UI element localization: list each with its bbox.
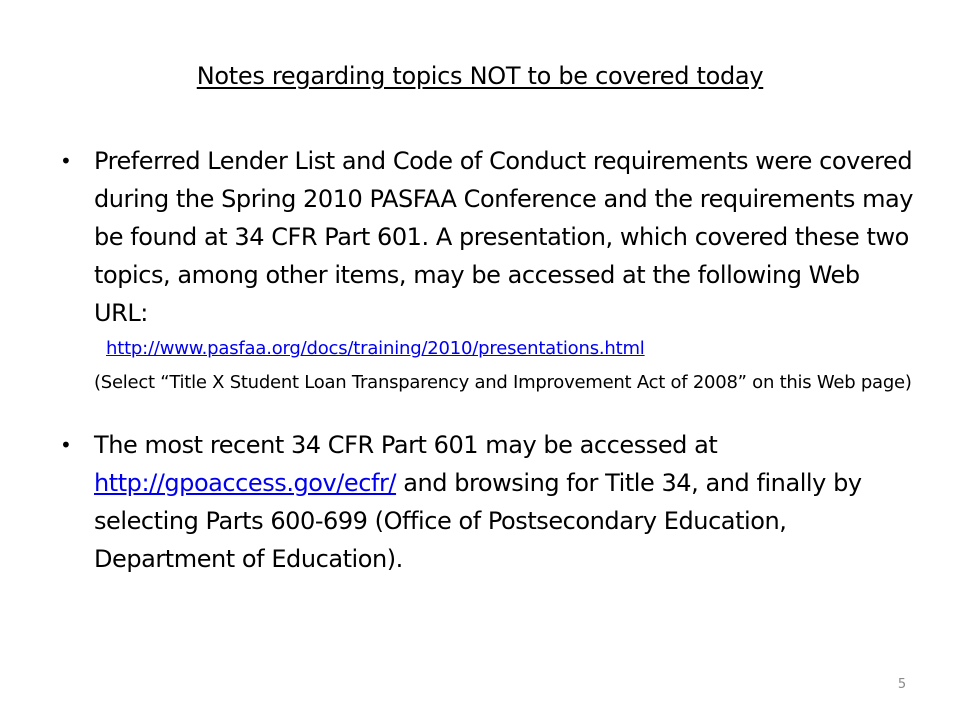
ecfr-link[interactable]: http://gpoaccess.gov/ecfr/	[94, 469, 397, 497]
bullet-marker: •	[60, 149, 72, 173]
page-number: 5	[897, 677, 907, 692]
bullet-list	[60, 142, 920, 578]
bullet-2-text-before: The most recent 34 CFR Part 601 may be accessed at	[94, 431, 718, 459]
bullet-item-1	[60, 142, 920, 398]
bullet-marker: •	[60, 433, 72, 457]
slide-title: Notes regarding topics NOT to be covered today	[196, 62, 764, 90]
bullet-item-2	[60, 426, 920, 578]
pasfaa-link-line	[106, 336, 920, 362]
bullet-1-note: (Select “Title X Student Loan Transparency and Improvement Act of 2008” on this Web page)	[94, 372, 912, 393]
bullet-1-text: Preferred Lender List and Code of Conduct requirements were covered during the Spring 2010 PASFAA Conference and the requirements may be found at 34 CFR Part 601. A presentation, which covered these two topics, among other items, may be accessed at the following Web URL:	[94, 147, 914, 327]
bullet-2-text-after: and browsing for Title 34, and finally by selecting Parts 600-699 (Office of Postsecondary Education, Department of Education).	[94, 469, 862, 573]
pasfaa-presentations-link[interactable]: http://www.pasfaa.org/docs/training/2010/presentations.html	[106, 338, 645, 359]
